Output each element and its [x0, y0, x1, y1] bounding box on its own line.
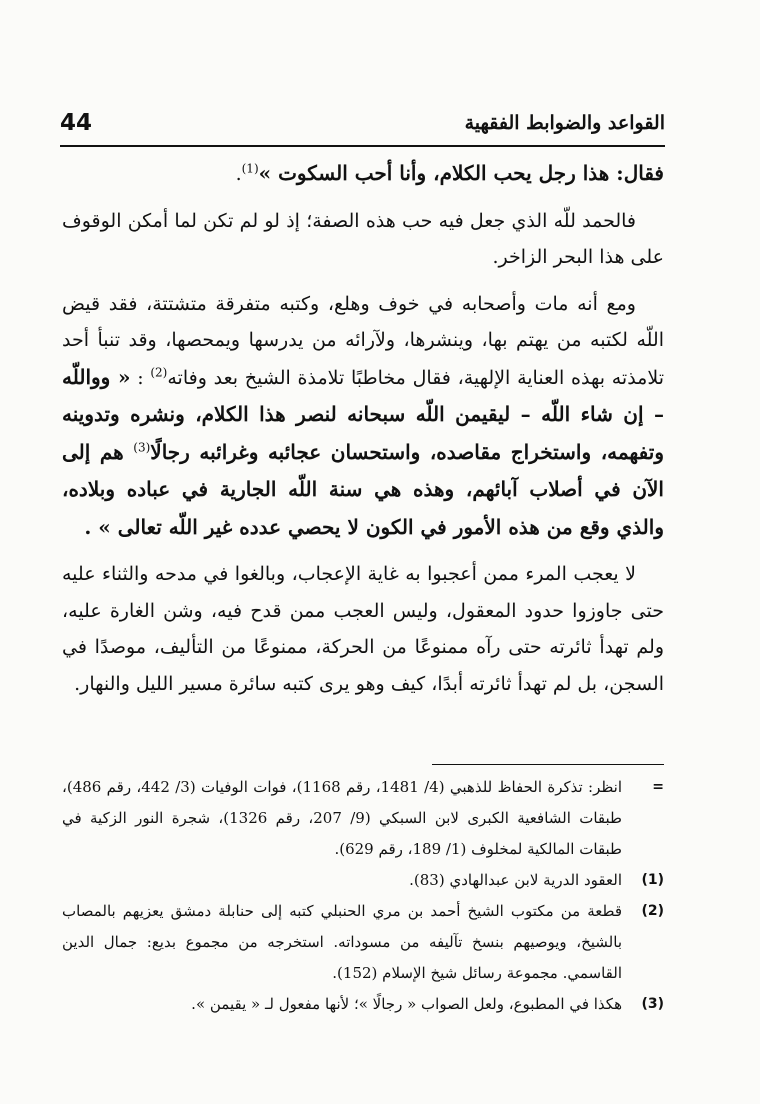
- footnote-3: [62, 989, 664, 1020]
- header-rule: [60, 145, 665, 147]
- paragraph-4: لا يعجب المرء ممن أعجبوا به غاية الإعجاب، وبالغوا في مدحه والثناء عليه حتى جاوزوا حدود المعقول، وليس العجب ممن قدح فيه، وشن الغارة عليه، ولم تهدأ ثائرته حتى رآه ممنوعًا من الحركة، ممنوعًا من التأليف، موصدًا في السجن، بل لم تهدأ ثائرته أبدًا، كيف وهو يرى كتبه سائرة مسير الليل والنهار.: [62, 563, 664, 695]
- footnote-text: هكذا في المطبوع، ولعل الصواب « رجالًا »؛ لأنها مفعول لـ « يقيمن ».: [191, 995, 622, 1013]
- footnote-ref-1: (1): [241, 161, 259, 176]
- page-number: 44: [60, 110, 93, 136]
- footnote-ref-3: (3): [133, 440, 151, 455]
- main-text: [62, 155, 664, 712]
- page-header: [60, 110, 665, 136]
- quoted-passage-b: هم إلى الآن في أصلاب آبائهم، وهذه هي سنة اللّه الجارية في عباده وبلاده، والذي وقع من هذه الأمور في الكون لا يحصي عدده غير اللّه تعالى » .: [62, 439, 664, 539]
- paragraph-1: [62, 155, 664, 193]
- footnote-ref-2: (2): [150, 365, 168, 380]
- footnote-marker: (3): [641, 996, 664, 1012]
- footnote-text: العقود الدرية لابن عبدالهادي (83).: [409, 871, 622, 889]
- running-title: القواعد والضوابط الفقهية: [464, 112, 665, 134]
- footnote-marker: (1): [641, 872, 664, 888]
- footnote-text: قطعة من مكتوب الشيخ أحمد بن مري الحنبلي كتبه إلى حنابلة دمشق يعزيهم بالمصاب بالشيخ، ويوصيهم بنسخ تآليفه من مسوداته. استخرجه من مجموع بديع: جمال الدين القاسمي. مجموعة رسائل شيخ الإسلام (152).: [62, 902, 622, 982]
- footnotes: [62, 772, 664, 1020]
- footnote-separator: [432, 764, 664, 765]
- footnote-text: انظر: تذكرة الحفاظ للذهبي (4/ 1481، رقم 1168)، فوات الوفيات (3/ 442، رقم 486)، طبقات الشافعية الكبرى لابن السبكي (9/ 207، رقم 1326)، شجرة النور الزكية في طبقات المالكية لمخلوف (1/ 189، رقم 629).: [62, 778, 623, 858]
- footnote-marker: =: [652, 779, 664, 795]
- quoted-passage-a: « وواللّه – إن شاء اللّه – ليقيمن اللّه سبحانه لنصر هذا الكلام، ونشره وتدوينه وتفهمه، واستخراج مقاصده، واستحسان عجائبه وغرائبه رجالًا: [62, 364, 664, 464]
- footnote-marker: (2): [641, 903, 664, 919]
- quote-text: فقال: هذا رجل يحب الكلام، وأنا أحب السكوت »: [258, 161, 664, 185]
- paragraph-3-intro: ومع أنه مات وأصحابه في خوف وهلع، وكتبه متفرقة متشتتة، فقد قيض اللّه لكتبه من يهتم بها، وينشرها، ولآرائه من يدرسها ويمحصها، وقد تنبأ أحد تلامذته بهذه العناية الإلهية، فقال مخاطبًا تلامذة الشيخ بعد وفاته: [62, 292, 664, 389]
- footnote-1: [62, 865, 664, 896]
- footnote-continued: [62, 772, 664, 865]
- paragraph-3: [62, 286, 664, 547]
- colon: :: [130, 366, 151, 389]
- paragraph-2: فالحمد للّه الذي جعل فيه حب هذه الصفة؛ إذ لو لم تكن لما أمكن الوقوف على هذا البحر الزاخر.: [62, 209, 664, 268]
- period: .: [235, 163, 242, 185]
- footnote-2: [62, 896, 664, 989]
